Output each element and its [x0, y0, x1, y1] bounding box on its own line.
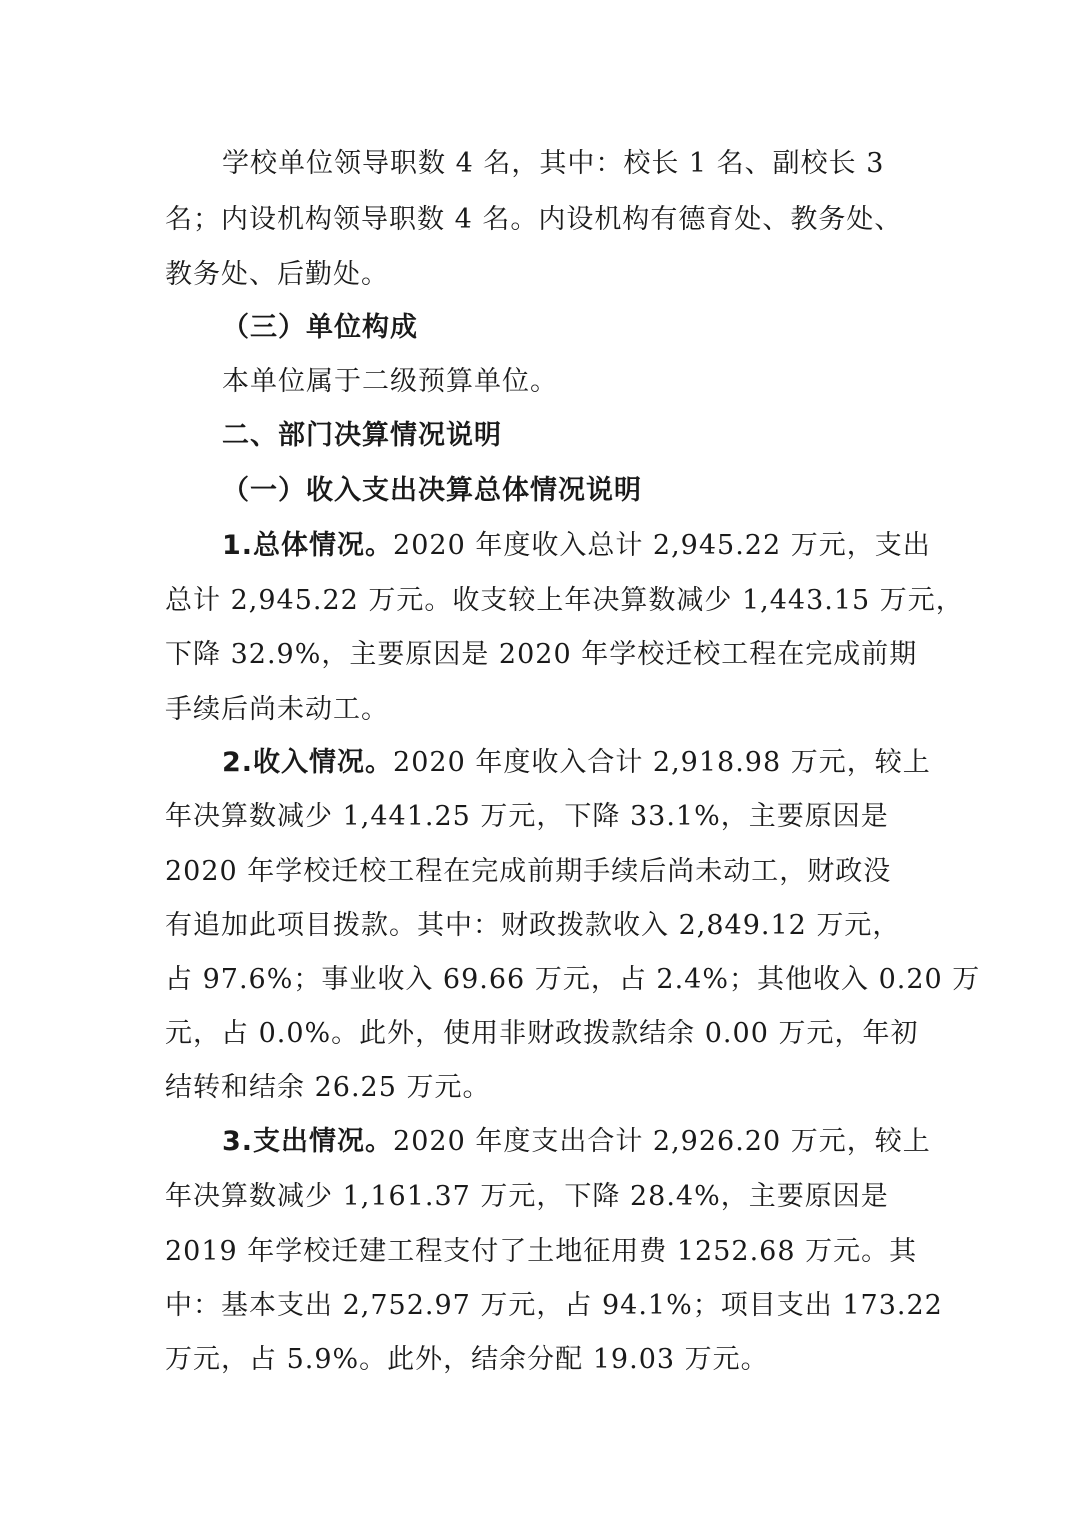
paragraph-line: 总计 2,945.22 万元。收支较上年决算数减少 1,443.15 万元， [165, 585, 964, 616]
paragraph-line: 结转和结余 26.25 万元。 [165, 1072, 491, 1103]
paragraph-text: 2020 年度收入总计 2,945.22 万元，支出 [393, 530, 931, 561]
paragraph-line: 年决算数减少 1,161.37 万元，下降 28.4%，主要原因是 [165, 1181, 889, 1212]
paragraph-line [222, 529, 931, 563]
paragraph-text: 2020 年度支出合计 2,926.20 万元，较上 [393, 1126, 931, 1157]
paragraph-line: 手续后尚未动工。 [165, 694, 389, 725]
paragraph-line: 学校单位领导职数 4 名，其中：校长 1 名、副校长 3 [222, 148, 885, 179]
paragraph-line: 2020 年学校迁校工程在完成前期手续后尚未动工，财政没 [165, 856, 892, 887]
paragraph-line: 万元，占 5.9%。此外，结余分配 19.03 万元。 [165, 1344, 769, 1375]
paragraph-line: 下降 32.9%，主要原因是 2020 年学校迁校工程在完成前期 [165, 639, 918, 670]
paragraph-line: 名；内设机构领导职数 4 名。内设机构有德育处、教务处、 [165, 204, 903, 235]
paragraph-line: 2019 年学校迁建工程支付了土地征用费 1252.68 万元。其 [165, 1236, 918, 1267]
paragraph-line: 年决算数减少 1,441.25 万元，下降 33.1%，主要原因是 [165, 801, 889, 832]
paragraph-line: 元，占 0.0%。此外，使用非财政拨款结余 0.00 万元，年初 [165, 1018, 919, 1049]
lead-expenditure: 3.支出情况。 [222, 1126, 394, 1157]
lead-income: 2.收入情况。 [222, 747, 394, 778]
paragraph-line: 本单位属于二级预算单位。 [222, 366, 558, 397]
section-heading-department-accounts: 二、部门决算情况说明 [222, 420, 502, 451]
section-heading-income-expenditure-overview: （一）收入支出决算总体情况说明 [222, 475, 642, 506]
paragraph-text: 2020 年度收入合计 2,918.98 万元，较上 [393, 747, 931, 778]
paragraph-line: 中：基本支出 2,752.97 万元，占 94.1%；项目支出 173.22 [165, 1290, 943, 1321]
paragraph-line: 占 97.6%；事业收入 69.66 万元，占 2.4%；其他收入 0.20 万 [165, 964, 981, 995]
lead-overall: 1.总体情况。 [222, 530, 394, 561]
section-heading-unit-composition: （三）单位构成 [222, 312, 418, 343]
paragraph-line: 有追加此项目拨款。其中：财政拨款收入 2,849.12 万元， [165, 910, 901, 941]
paragraph-line [222, 746, 931, 780]
paragraph-line: 教务处、后勤处。 [165, 259, 389, 290]
paragraph-line [222, 1125, 931, 1159]
